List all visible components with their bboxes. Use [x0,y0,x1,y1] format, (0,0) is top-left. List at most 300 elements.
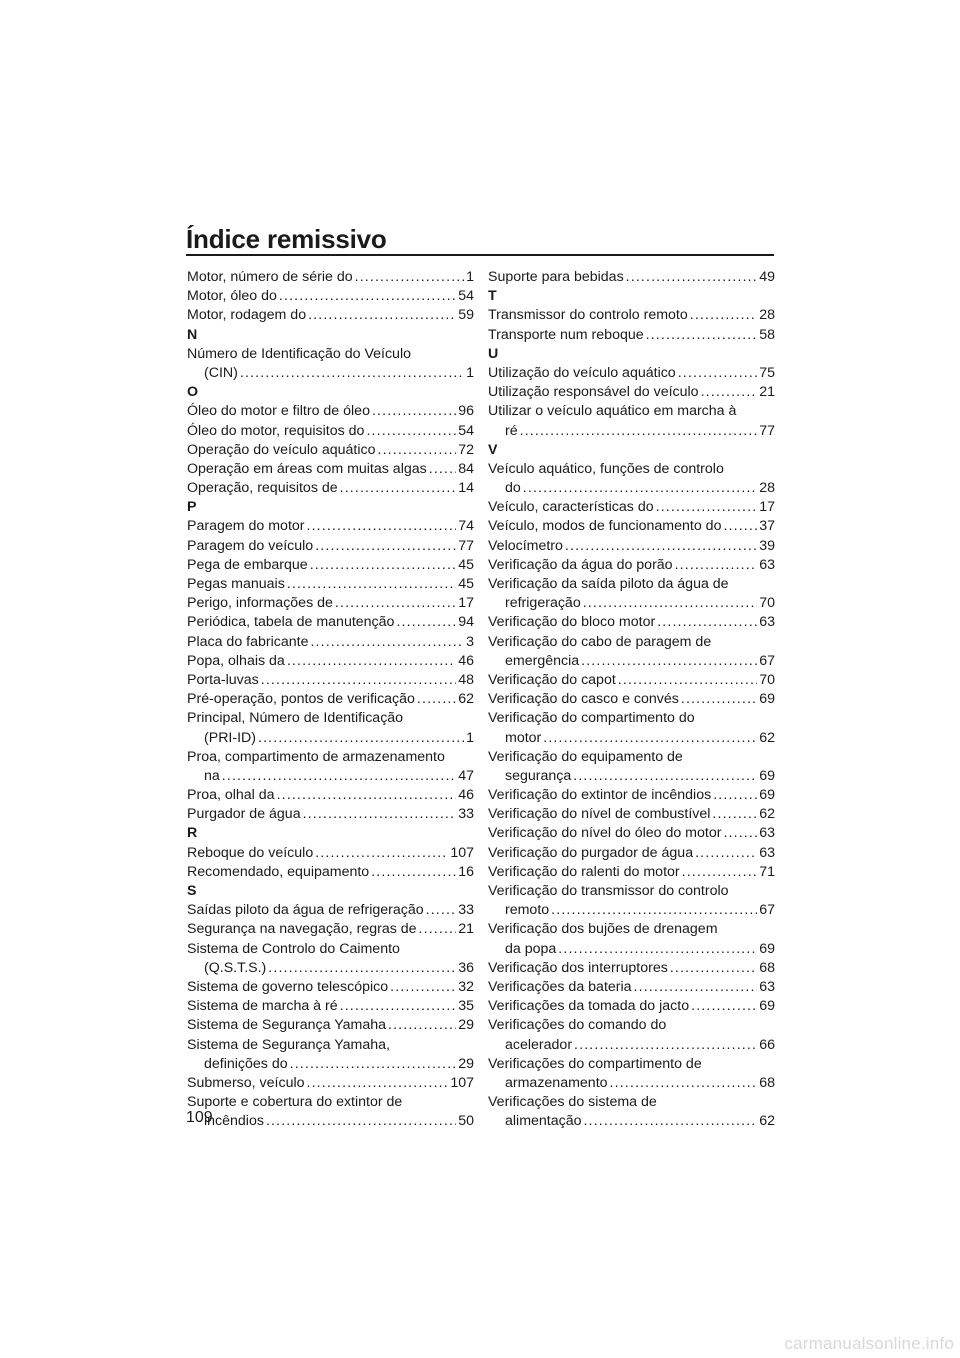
index-entry-label: ré [505,422,518,439]
index-entry-page: 63 [759,614,775,631]
index-entry [488,997,775,1016]
index-entry-label: Óleo do motor e filtro de óleo [187,403,370,420]
dot-leader [355,268,465,287]
index-entry-label: Óleo do motor, requisitos do [187,422,365,439]
index-section-letter: O [187,384,199,401]
index-entry-label: Motor, número de série do [187,269,353,285]
index-entry-label: Verificações da bateria [488,978,632,995]
index-entry [187,1016,474,1035]
index-entry [187,729,474,748]
dot-leader [543,729,757,748]
dot-leader [388,1016,456,1035]
index-entry-page: 69 [759,691,775,708]
index-entry-label: acelerador [505,1036,573,1053]
dot-leader [307,517,457,536]
dot-leader [277,786,457,805]
index-entry-label: Verificação do nível de combustível [488,806,711,823]
index-entry [488,422,775,441]
dot-leader [675,556,758,575]
dot-leader [682,863,758,882]
page-title: Índice remissivo [186,224,387,254]
index-entry-page: 3 [466,633,474,650]
index-entry-label: Paragem do veículo [187,537,314,554]
page-number: 109 [186,1109,213,1126]
dot-leader [279,287,456,306]
index-entry [187,1055,474,1074]
index-entry [187,1074,474,1093]
index-entry-page: 45 [458,576,474,592]
index-entry-label: da popa [505,940,557,957]
index-entry [488,517,775,536]
dot-leader [307,1074,449,1093]
index-entry [187,633,474,652]
dot-leader [426,901,457,920]
index-entry-text [187,748,474,767]
index-entry-page: 39 [759,537,775,554]
dot-leader [268,959,456,978]
index-entry-label: Submerso, veículo [187,1074,305,1091]
index-entry [187,422,474,441]
index-entry-label: Verificação do extintor de incêndios [488,787,712,804]
index-entry [488,326,775,345]
index-entry-label: segurança [505,767,572,784]
index-entry-label: Reboque do veículo [187,844,314,861]
index-entry [187,402,474,421]
index-entry [187,306,474,325]
dot-leader [240,364,464,383]
index-entry [488,556,775,575]
index-entry-page: 77 [759,422,775,439]
index-entry-label: Verificação da saída piloto da água de [488,576,729,592]
dot-leader [315,537,456,556]
index-entry-page: 28 [759,480,775,497]
index-entry-page: 62 [759,806,775,823]
index-entry [187,901,474,920]
index-entry-label: Proa, olhal da [187,787,275,804]
index-entry-page: 28 [759,307,775,324]
index-entry-label: Verificação do equipamento de [488,748,683,765]
index-section-letter: U [488,345,499,362]
index-entry-label: Segurança na navegação, regras de [187,921,417,938]
dot-leader [618,671,757,690]
index-entry-text [187,1093,474,1112]
dot-leader [723,824,757,843]
index-entry-page: 70 [759,595,775,612]
index-entry [187,767,474,786]
index-entry [187,575,474,594]
index-entry-text [488,882,775,901]
dot-leader [691,997,757,1016]
index-entry-page: 46 [458,652,474,669]
index-entry-text [187,709,474,728]
index-entry [187,920,474,939]
index-entry [187,537,474,556]
index-entry-page: 74 [458,518,474,535]
index-entry-label: Purgador de água [187,806,301,823]
index-entry-page: 96 [458,403,474,420]
index-entry [488,268,775,287]
dot-leader [371,863,456,882]
dot-leader [419,920,457,939]
index-entry [488,729,775,748]
dot-leader [266,1112,456,1131]
dot-leader [390,978,456,997]
index-entry-label: Proa, compartimento de armazenamento [187,748,445,765]
index-entry-page: 62 [759,729,775,746]
index-column-left [187,268,474,1131]
index-entry-page: 63 [759,844,775,861]
index-entry-page: 48 [458,671,474,688]
index-entry-page: 1 [466,269,474,285]
index-entry [488,1074,775,1093]
dot-leader [396,613,456,632]
index-entry-page: 17 [458,595,474,612]
index-entry-page: 69 [759,767,775,784]
dot-leader [551,901,757,920]
dot-leader [287,575,456,594]
dot-leader [573,767,757,786]
index-entry-label: Número de Identificação do Veículo [187,345,411,362]
index-entry-text [488,633,775,652]
index-entry-page: 1 [466,364,474,381]
dot-leader [308,306,456,325]
index-entry-label: Sistema de governo telescópico [187,978,389,995]
index-entry [187,517,474,536]
index-entry-page: 54 [458,288,474,305]
index-entry-label: Recomendado, equipamento [187,863,370,880]
index-entry [488,959,775,978]
index-entry [187,479,474,498]
index-entry-text [488,709,775,728]
index-entry-text [187,345,474,364]
index-entry-page: 14 [458,480,474,497]
index-entry-label: Popa, olhais da [187,652,285,669]
dot-leader [558,940,757,959]
index-entry-page: 54 [458,422,474,439]
dot-leader [634,978,758,997]
index-entry-page: 59 [458,307,474,324]
index-entry [488,901,775,920]
index-entry [488,306,775,325]
index-entry-page: 69 [759,940,775,957]
index-entry-label: Placa do fabricante [187,633,309,650]
index-entry-label: Verificação do transmissor do controlo [488,883,729,899]
index-entry-label: Sistema de Controlo do Caimento [187,940,400,957]
index-entry-text [187,940,474,959]
index-entry-page: 75 [759,364,775,381]
index-entry-label: Verificação do compartimento do [488,710,695,727]
index-entry-label: armazenamento [505,1074,608,1091]
index-entry-label: Suporte e cobertura do extintor de [187,1094,403,1111]
dot-leader [310,633,464,652]
index-entry-text [488,748,775,767]
index-entry [187,805,474,824]
index-entry [488,1036,775,1055]
index-section-letter: V [488,441,498,458]
index-entry-label: Transmissor do controlo remoto [488,307,688,324]
index-entry-label: definições do [204,1055,288,1072]
index-entry-page: 71 [759,863,775,880]
index-entry-label: Suporte para bebidas [488,269,624,285]
index-entry-label: Periódica, tabela de manutenção [187,614,395,631]
index-entry-page: 107 [450,844,474,861]
index-entry-page: 47 [458,767,474,784]
index-entry-label: alimentação [505,1113,582,1130]
index-entry [187,268,474,287]
index-entry-label: Principal, Número de Identificação [187,710,404,727]
index-entry-label: Veículo, modos de funcionamento do [488,518,722,535]
index-entry-label: remoto [505,902,550,919]
index-entry-label: Utilizar o veículo aquático em marcha à [488,403,737,420]
index-entry-label: Operação do veículo aquático [187,441,376,458]
index-entry [187,690,474,709]
index-entry [187,460,474,479]
index-entry-label: Verificações da tomada do jacto [488,998,690,1015]
dot-leader [670,959,757,978]
index-entry [187,441,474,460]
index-entry-text [488,1055,775,1074]
dot-leader [565,537,757,556]
dot-leader [340,997,457,1016]
dot-leader [723,517,757,536]
index-entry-text [488,1016,775,1035]
dot-leader [335,594,456,613]
dot-leader [523,479,757,498]
index-entry [187,652,474,671]
dot-leader [372,402,456,421]
index-entry-label: (PRI-ID) [204,729,257,746]
index-entry-page: 1 [466,729,474,746]
index-entry-page: 29 [458,1017,474,1034]
index-entry-label: Sistema de Segurança Yamaha, [187,1036,390,1053]
index-entry [187,594,474,613]
index-entry-page: 37 [759,518,775,535]
index-entry-text [488,1093,775,1112]
dot-leader [429,460,456,479]
dot-leader [261,671,456,690]
index-entry-label: Utilização do veículo aquático [488,364,676,381]
title-underline [186,254,774,256]
dot-leader [340,479,457,498]
index-entry [488,844,775,863]
index-entry-page: 21 [458,921,474,938]
index-entry-page: 21 [759,384,775,401]
index-entry-label: Verificações do sistema de [488,1094,657,1111]
index-entry-label: Sistema de Segurança Yamaha [187,1017,387,1034]
dot-leader [646,326,758,345]
index-entry [187,556,474,575]
index-section-letter: R [187,825,198,842]
index-entry-page: 49 [759,269,775,285]
index-entry [187,287,474,306]
index-entry [488,537,775,556]
dot-leader [678,364,758,383]
dot-leader [287,652,456,671]
index-entry-label: Transporte num reboque [488,326,644,343]
index-entry [488,978,775,997]
index-entry [187,364,474,383]
index-entry-label: motor [505,729,542,746]
index-entry-label: na [204,767,220,784]
index-entry-text [488,402,775,421]
index-entry [187,978,474,997]
index-entry [187,613,474,632]
index-entry-label: Verificação do capot [488,671,616,688]
index-entry-label: Saídas piloto da água de refrigeração [187,902,424,919]
index-entry-page: 72 [458,441,474,458]
index-entry [187,863,474,882]
index-entry-page: 66 [759,1036,775,1053]
index-entry [488,652,775,671]
index-entry [488,824,775,843]
index-entry-page: 63 [759,556,775,573]
dot-leader [520,422,758,441]
index-entry [488,613,775,632]
index-entry-page: 84 [458,460,474,477]
dot-leader [583,594,758,613]
index-entry-page: 29 [458,1055,474,1072]
index-entry-label: Verificação do ralenti do motor [488,863,680,880]
dot-leader [222,767,456,786]
index-entry-label: Veículo, características do [488,499,654,516]
index-entry-page: 68 [759,1074,775,1091]
index-entry-label: do [505,480,521,497]
index-entry-page: 94 [458,614,474,631]
index-entry-page: 70 [759,671,775,688]
index-entry [488,479,775,498]
index-entry-page: 63 [759,825,775,842]
index-entry-label: Verificações do compartimento de [488,1055,702,1072]
index-entry-label: Verificação do bloco motor [488,614,656,631]
dot-leader [315,844,448,863]
dot-leader [610,1074,758,1093]
index-entry-label: Paragem do motor [187,518,305,535]
index-entry-label: Verificação do nível do óleo do motor [488,825,722,842]
index-entry-text [187,1036,474,1055]
index-column-right [488,268,775,1131]
index-entry [488,767,775,786]
index-entry [488,594,775,613]
index-entry [488,786,775,805]
dot-leader [290,1055,457,1074]
index-entry [488,383,775,402]
dot-leader [690,306,757,325]
index-entry [488,498,775,517]
index-entry-page: 63 [759,978,775,995]
dot-leader [574,1036,757,1055]
index-entry-label: Veículo aquático, funções de controlo [488,460,724,477]
index-entry-page: 32 [458,978,474,995]
index-entry-text [488,920,775,939]
index-entry-label: Verificação da água do porão [488,556,673,573]
index-entry-label: Motor, rodagem do [187,307,307,324]
index-entry-page: 67 [759,902,775,919]
index-entry-text [488,575,775,594]
index-entry-label: Verificação dos bujões de drenagem [488,921,718,938]
index-entry-page: 77 [458,537,474,554]
index-entry-label: refrigeração [505,595,581,612]
index-entry-label: Velocímetro [488,537,563,554]
index-entry [187,844,474,863]
index-entry-label: Operação, requisitos de [187,480,338,497]
dot-leader [657,613,757,632]
index-entry [488,863,775,882]
index-entry-label: Verificação do casco e convés [488,691,679,708]
dot-leader [712,805,757,824]
index-entry-label: Pegas manuais [187,576,285,592]
index-entry-label: Sistema de marcha à ré [187,998,338,1015]
index-entry-page: 45 [458,556,474,573]
index-entry-page: 58 [759,326,775,343]
dot-leader [584,1112,758,1131]
index-entry-label: (CIN) [204,364,238,381]
index-section-letter: P [187,499,197,516]
index-entry-label: Verificações do comando do [488,1017,667,1034]
index-entry-label: (Q.S.T.S.) [204,959,267,976]
index-section-letter: T [488,288,497,305]
index-entry-page: 35 [458,998,474,1015]
dot-leader [656,498,758,517]
index-entry [488,940,775,959]
dot-leader [366,422,456,441]
dot-leader [417,690,456,709]
index-entry-text [488,460,775,479]
dot-leader [695,844,757,863]
index-entry [488,805,775,824]
index-entry-page: 46 [458,787,474,804]
index-entry-label: Porta-luvas [187,671,259,688]
index-entry-label: Verificação dos interruptores [488,959,668,976]
index-entry-label: Perigo, informações de [187,595,333,612]
index-entry [187,959,474,978]
dot-leader [701,383,758,402]
dot-leader [713,786,757,805]
index-section-letter: N [187,326,198,343]
index-entry-page: 62 [458,691,474,708]
index-entry-page: 17 [759,499,775,516]
index-entry-label: Pega de embarque [187,556,308,573]
index-entry-page: 69 [759,998,775,1015]
index-entry-page: 36 [458,959,474,976]
index-entry [187,671,474,690]
dot-leader [626,268,758,287]
index-entry-label: Verificação do cabo de paragem de [488,633,712,650]
dot-leader [681,690,757,709]
index-section-letter: S [187,883,197,899]
index-entry-label: emergência [505,652,580,669]
index-entry-page: 33 [458,902,474,919]
index-entry-label: Verificação do purgador de água [488,844,694,861]
index-entry [187,997,474,1016]
index-entry [488,364,775,383]
index-entry-page: 33 [458,806,474,823]
dot-leader [258,729,464,748]
dot-leader [378,441,457,460]
index-entry-page: 62 [759,1113,775,1130]
index-entry-label: incêndios [204,1113,264,1130]
index-entry-label: Motor, óleo do [187,288,277,305]
index-entry-page: 68 [759,959,775,976]
watermark: carmanualsonline.info [784,1334,954,1353]
index-entry-page: 16 [458,863,474,880]
index-entry [488,671,775,690]
index-entry-label: Utilização responsável do veículo [488,384,699,401]
index-entry [488,690,775,709]
dot-leader [303,805,457,824]
index-entry-page: 50 [458,1113,474,1130]
index-entry [187,1112,474,1131]
index-entry-page: 107 [450,1074,474,1091]
